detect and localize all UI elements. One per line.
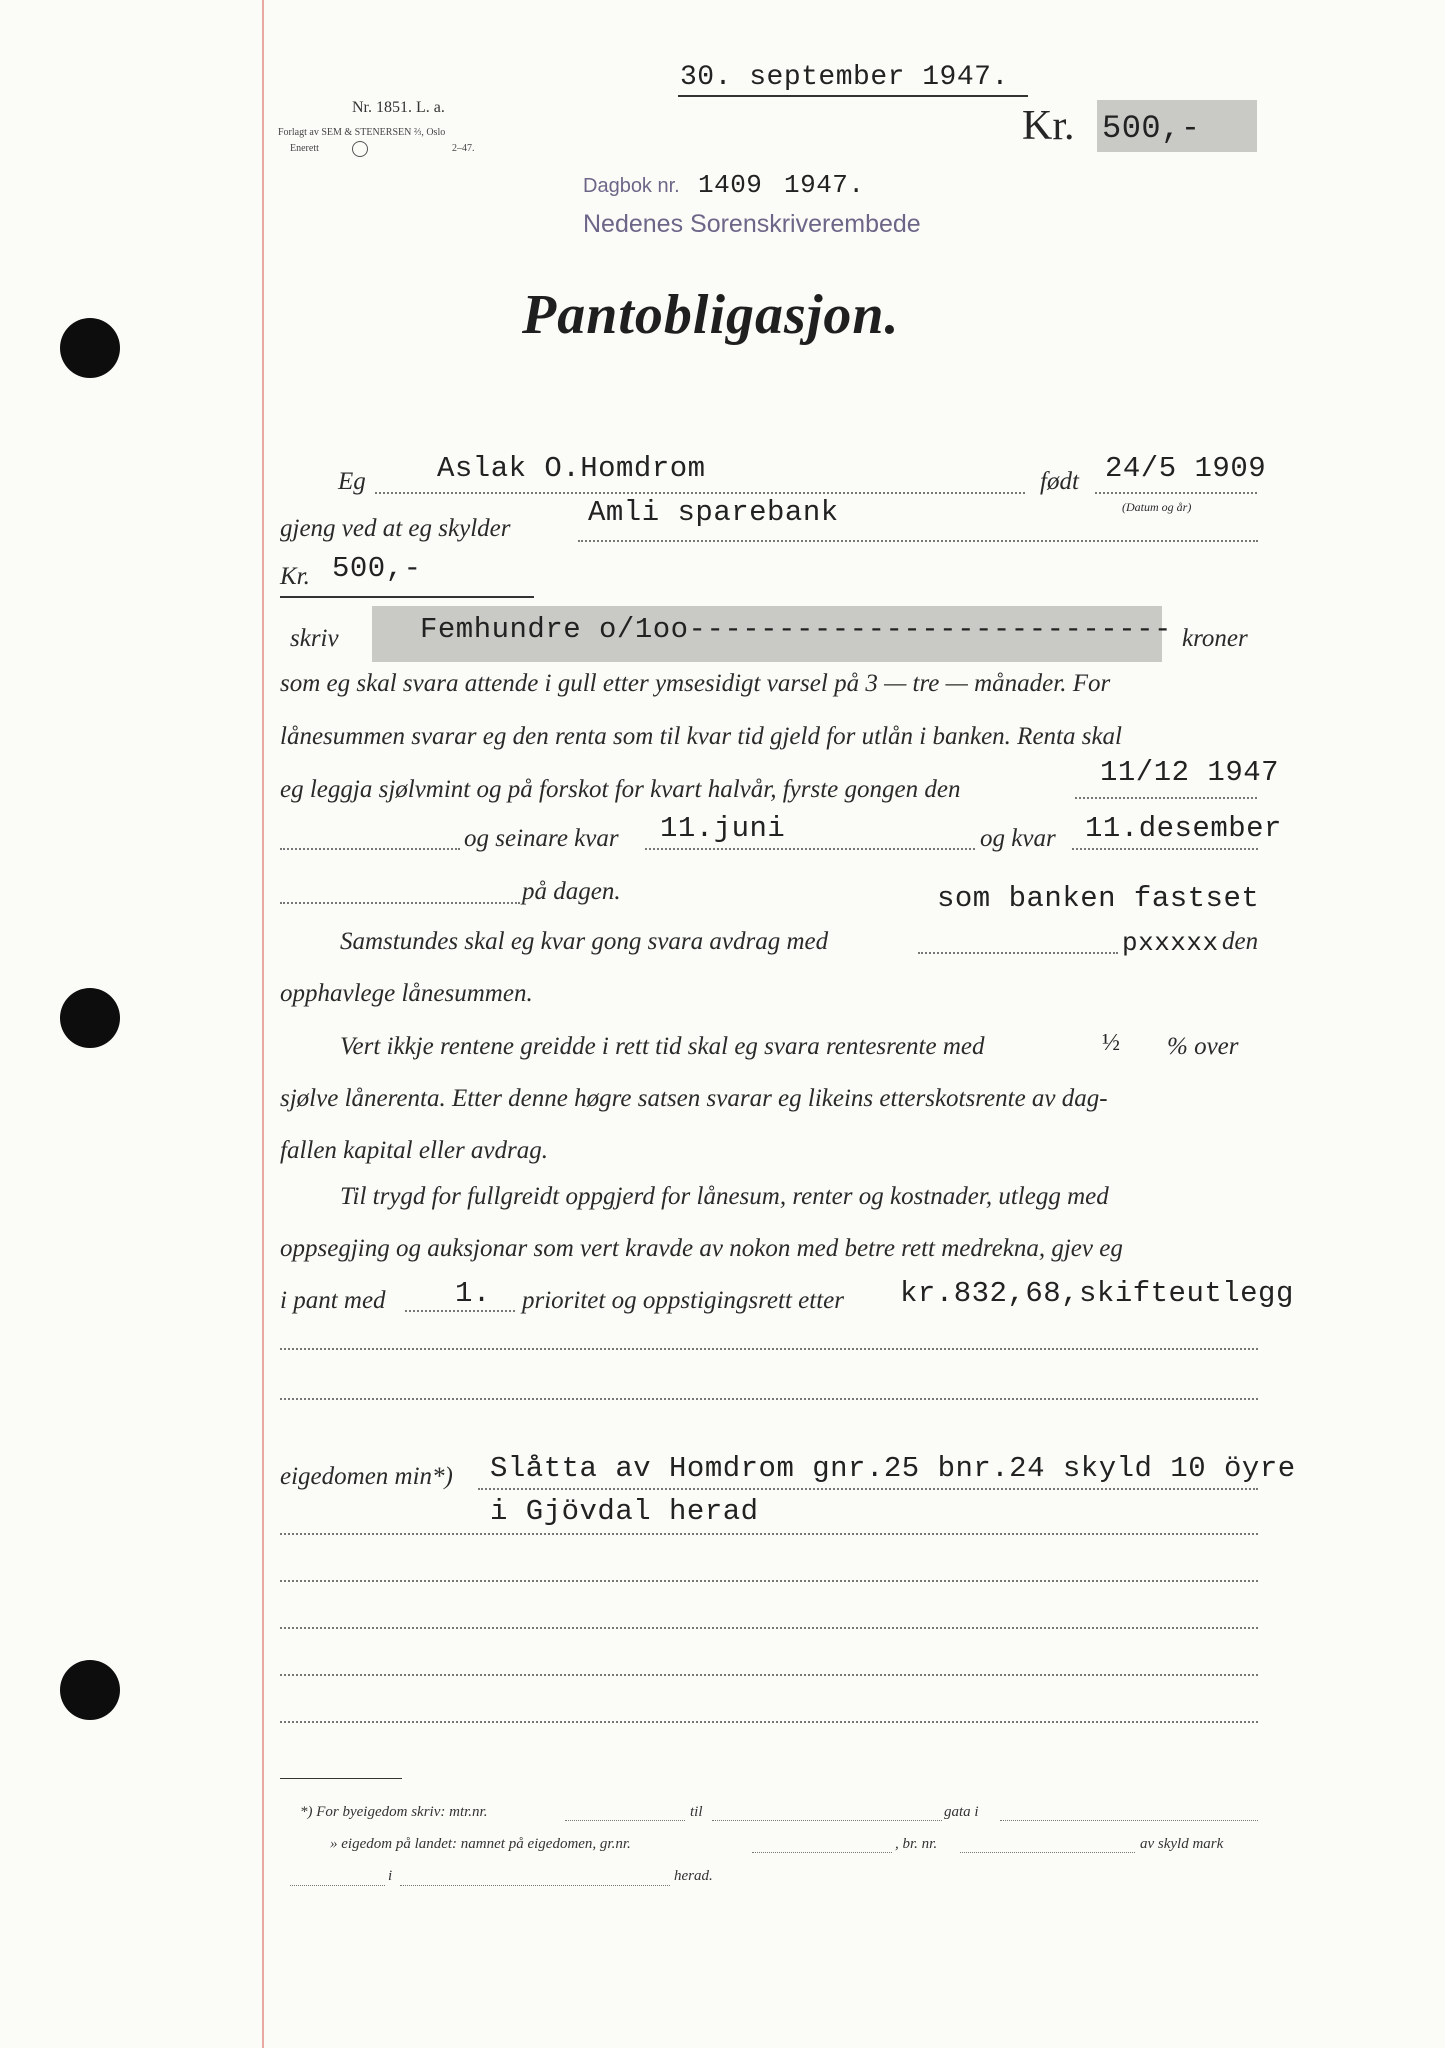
blank-line bbox=[280, 1398, 1258, 1400]
dagbok-label: Dagbok nr. bbox=[583, 175, 680, 197]
dagbok-year: 1947. bbox=[784, 170, 865, 200]
blank-line bbox=[280, 1721, 1258, 1723]
eigedomen-label: eigedomen min*) bbox=[280, 1463, 453, 1490]
den-label: den bbox=[1222, 928, 1259, 955]
footnote-dots bbox=[1000, 1820, 1258, 1821]
punch-hole bbox=[60, 988, 120, 1048]
som-banken: som banken fastset bbox=[937, 882, 1260, 915]
datum-hint: (Datum og år) bbox=[1122, 500, 1192, 514]
amount-label: Kr. bbox=[1022, 103, 1075, 149]
opphavlege-text: opphavlege lånesummen. bbox=[280, 980, 533, 1007]
first-interest-date: 11/12 1947 bbox=[1100, 756, 1280, 789]
seinare-value: 11.juni bbox=[660, 812, 786, 845]
blank-line bbox=[280, 1580, 1258, 1582]
i-pant-label: i pant med bbox=[280, 1287, 386, 1314]
publisher-seal bbox=[352, 141, 368, 157]
kr-underline bbox=[280, 596, 534, 598]
pa-dagen: på dagen. bbox=[522, 878, 621, 905]
eigedomen-line bbox=[478, 1488, 1258, 1490]
blank-line bbox=[280, 1348, 1258, 1350]
punch-hole bbox=[60, 318, 120, 378]
prioritet-line bbox=[405, 1310, 515, 1312]
footnote-dots bbox=[712, 1820, 942, 1821]
kr-value: 500,- bbox=[332, 552, 422, 585]
footnote-dots bbox=[960, 1852, 1135, 1853]
para2-over: % over bbox=[1167, 1033, 1239, 1060]
footnote-rule bbox=[280, 1778, 402, 1779]
og-kvar-line bbox=[1072, 848, 1258, 850]
punch-hole bbox=[60, 1660, 120, 1720]
date-underline bbox=[678, 95, 1028, 97]
pa-dagen-lead-line bbox=[280, 902, 520, 904]
publisher-enerett: Enerett bbox=[290, 143, 319, 154]
first-date-line bbox=[1075, 797, 1257, 799]
para1-line2: lånesummen svarar eg den renta som til kvar tid gjeld for utlån i banken. Renta skal bbox=[280, 723, 1123, 750]
blank-line bbox=[280, 1533, 1258, 1535]
footnote-skyld: av skyld mark bbox=[1140, 1836, 1224, 1852]
footnote-til: til bbox=[690, 1804, 703, 1820]
amount-value: 500,- bbox=[1102, 110, 1201, 147]
kroner-label: kroner bbox=[1182, 625, 1248, 652]
seinare-lead-line bbox=[280, 848, 460, 850]
margin-rule bbox=[262, 0, 264, 2048]
footnote-dots bbox=[565, 1820, 685, 1821]
footnote-line1: *) For byeigedom skriv: mtr.nr. bbox=[300, 1804, 488, 1820]
birth-date: 24/5 1909 bbox=[1105, 452, 1267, 485]
para2-line2: sjølve lånerenta. Etter denne høgre satsen svarar eg likeins etterskotsrente av dag- bbox=[280, 1085, 1108, 1112]
eg-line bbox=[375, 492, 1025, 494]
para1-line1: som eg skal svara attende i gull etter ymsesidigt varsel på 3 — tre — månader. For bbox=[280, 670, 1111, 697]
creditor: Amli sparebank bbox=[588, 496, 839, 529]
avdrag-line bbox=[918, 952, 1118, 954]
og-kvar-label: og kvar bbox=[980, 825, 1056, 852]
property-line1: Slåtta av Homdrom gnr.25 bnr.24 skyld 10 öyre bbox=[490, 1452, 1296, 1485]
avdrag-struck: pxxxxx bbox=[1122, 928, 1219, 958]
prioritet-value: 1. bbox=[455, 1277, 491, 1310]
fodt-label: født bbox=[1040, 468, 1079, 495]
seinare-line bbox=[645, 848, 975, 850]
prioritet-label: prioritet og oppstigingsrett etter bbox=[522, 1287, 844, 1314]
document-title: Pantobligasjon. bbox=[522, 284, 900, 346]
fodt-line bbox=[1095, 492, 1257, 494]
footnote-gata: gata i bbox=[944, 1804, 979, 1820]
publisher-line: Forlagt av SEM & STENERSEN ⅔, Oslo bbox=[278, 127, 446, 138]
document-date: 30. september 1947. bbox=[680, 62, 1009, 93]
para1-line3: eg leggja sjølvmint og på forskot for kvart halvår, fyrste gongen den bbox=[280, 776, 961, 803]
para3-line1: Til trygd for fullgreidt oppgjerd for lånesum, renter og kostnader, utlegg med bbox=[340, 1183, 1109, 1210]
property-line2: i Gjövdal herad bbox=[490, 1495, 759, 1528]
eg-label: Eg bbox=[338, 468, 366, 495]
skriv-value: Femhundre o/1oo--------------------------- bbox=[420, 613, 1172, 646]
blank-line bbox=[280, 1627, 1258, 1629]
publisher-code: 2–47. bbox=[452, 143, 475, 154]
footnote-dots bbox=[400, 1885, 670, 1886]
blank-line bbox=[280, 1674, 1258, 1676]
samstundes-text: Samstundes skal eg kvar gong svara avdrag med bbox=[340, 928, 829, 955]
office-stamp: Nedenes Sorenskriverembede bbox=[583, 210, 921, 238]
footnote-line2: » eigedom på landet: namnet på eigedomen, gr.nr. bbox=[330, 1836, 631, 1852]
seinare-label: og seinare kvar bbox=[464, 825, 619, 852]
form-number: Nr. 1851. L. a. bbox=[352, 99, 445, 116]
para2-line1: Vert ikkje rentene greidde i rett tid skal eg svara rentesrente med bbox=[340, 1033, 985, 1060]
footnote-i: i bbox=[388, 1868, 393, 1884]
debtor-name: Aslak O.Homdrom bbox=[437, 452, 706, 485]
og-kvar-value: 11.desember bbox=[1085, 812, 1282, 845]
para2-line3: fallen kapital eller avdrag. bbox=[280, 1137, 549, 1164]
skylder-line bbox=[578, 540, 1258, 542]
skriv-label: skriv bbox=[290, 625, 339, 652]
rentesrente-fraction: ½ bbox=[1102, 1030, 1120, 1056]
footnote-herad: herad. bbox=[674, 1868, 713, 1884]
etter-value: kr.832,68,skifteutlegg bbox=[900, 1277, 1294, 1310]
para3-line2: oppsegjing og auksjonar som vert kravde av nokon med betre rett medrekna, gjev eg bbox=[280, 1235, 1123, 1262]
footnote-dots bbox=[752, 1852, 892, 1853]
skylder-label: gjeng ved at eg skylder bbox=[280, 515, 511, 542]
footnote-brnr: , br. nr. bbox=[895, 1836, 938, 1852]
footnote-dots bbox=[290, 1885, 385, 1886]
kr-label: Kr. bbox=[280, 563, 310, 590]
dagbok-number: 1409 bbox=[698, 170, 763, 200]
